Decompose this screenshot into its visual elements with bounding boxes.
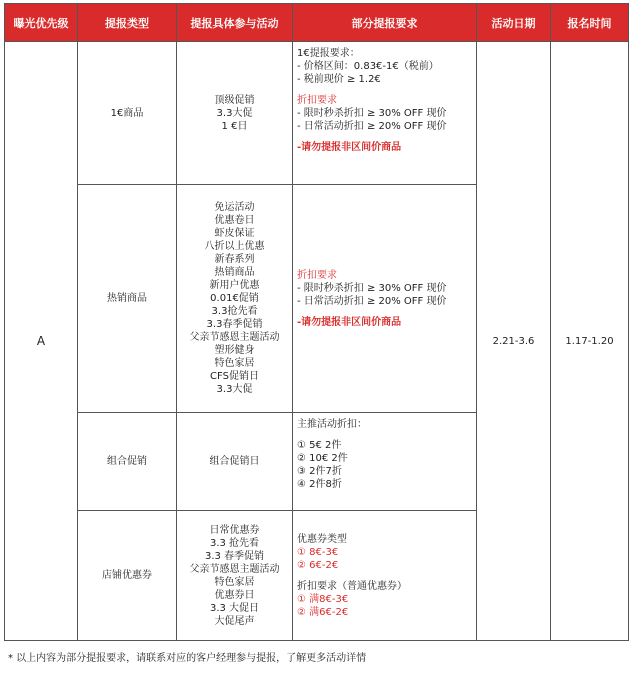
coupon-type-line: ① 8€-3€	[297, 546, 339, 558]
activity-item: 塑形健身	[214, 345, 255, 356]
activity-date-cell: 2.21-3.6	[477, 42, 551, 641]
activity-item: 特色家居	[214, 576, 255, 588]
activity-item: 优惠卷日	[214, 215, 255, 226]
req-title-2: 折扣要求（普通优惠券）	[297, 580, 407, 592]
activity-item: 3.3大促	[216, 384, 253, 395]
discount-line: - 限时秒杀折扣 ≥ 30% OFF 现价	[297, 282, 447, 294]
warning-text: -请勿提报非区间价商品	[297, 142, 402, 153]
requirements-cell	[293, 511, 477, 641]
type-cell: 组合促销	[78, 413, 177, 511]
activity-item: 免运活动	[214, 202, 255, 213]
activity-item: 虾皮保证	[214, 228, 255, 239]
header-activities: 提报具体参与活动	[177, 4, 293, 42]
priority-cell: A	[5, 42, 78, 641]
discount-line: - 日常活动折扣 ≥ 20% OFF 现价	[297, 295, 447, 307]
activity-item: 优惠券日	[214, 589, 255, 601]
req-title: 优惠券类型	[297, 533, 347, 545]
activity-item: 新春系列	[214, 254, 255, 265]
activity-item: 0.01€促销	[210, 293, 259, 304]
activity-item: 热销商品	[214, 267, 255, 278]
activity-item: 顶级促销	[214, 94, 255, 106]
activity-item: 八折以上优惠	[204, 241, 265, 252]
activity-item: 父亲节感恩主题活动	[189, 332, 280, 343]
activity-item: 3.3 春季促销	[204, 550, 265, 562]
req-line: - 价格区间：0.83€-1€（税前）	[297, 61, 439, 72]
requirements-cell	[293, 185, 477, 413]
requirements-cell	[293, 42, 477, 185]
type-cell: 1€商品	[78, 42, 177, 185]
req-line: - 税前现价 ≥ 1.2€	[297, 74, 381, 85]
warning-text: -请勿提报非区间价商品	[297, 316, 402, 328]
header-row	[5, 4, 629, 42]
type-cell: 店铺优惠券	[78, 511, 177, 641]
discount-title: 折扣要求	[297, 269, 337, 281]
req-line: ② 10€ 2件	[297, 453, 348, 464]
req-line: ④ 2件8折	[297, 479, 342, 490]
signup-time-cell: 1.17-1.20	[551, 42, 629, 641]
activity-table	[4, 3, 629, 641]
activities-cell	[177, 413, 293, 511]
table-row	[5, 42, 629, 185]
activity-item: 新用户优惠	[209, 280, 260, 291]
discount-line: - 限时秒杀折扣 ≥ 30% OFF 现价	[297, 108, 447, 119]
discount-line: - 日常活动折扣 ≥ 20% OFF 现价	[297, 121, 447, 132]
activities-cell	[177, 42, 293, 185]
req-line: ① 5€ 2件	[297, 440, 342, 451]
page	[4, 3, 628, 664]
activity-item: 特色家居	[214, 358, 255, 369]
discount-title: 折扣要求	[297, 95, 337, 106]
activity-item: 3.3 抢先看	[209, 537, 260, 549]
activity-item: CFS促销日	[210, 371, 259, 382]
req-title: 1€提报要求：	[297, 48, 360, 59]
activity-item: 3.3春季促销	[206, 319, 263, 330]
coupon-type-line: ② 6€-2€	[297, 559, 339, 571]
req-title: 主推活动折扣：	[297, 419, 367, 430]
activity-item: 3.3抢先看	[211, 306, 258, 317]
activity-item: 3.3 大促日	[209, 602, 260, 614]
activity-item: 3.3大促	[216, 107, 253, 119]
header-type: 提报类型	[78, 4, 177, 42]
header-activity-date: 活动日期	[477, 4, 551, 42]
activity-item: 大促尾声	[214, 615, 255, 627]
header-requirements: 部分提报要求	[293, 4, 477, 42]
activities-cell	[177, 511, 293, 641]
activities-cell	[177, 185, 293, 413]
footnote: * 以上内容为部分提报要求，请联系对应的客户经理参与提报，了解更多活动详情	[8, 653, 367, 664]
req-line: ③ 2件7折	[297, 466, 342, 477]
activity-item: 1 €日	[221, 120, 248, 132]
coupon-discount-line: ② 满6€-2€	[297, 606, 349, 618]
activity-item: 日常优惠券	[209, 524, 260, 536]
type-cell: 热销商品	[78, 185, 177, 413]
header-priority: 曝光优先级	[5, 4, 78, 42]
activity-item: 组合促销日	[209, 456, 260, 467]
requirements-cell	[293, 413, 477, 511]
coupon-discount-line: ① 满8€-3€	[297, 593, 349, 605]
header-signup-time: 报名时间	[551, 4, 629, 42]
activity-item: 父亲节感恩主题活动	[189, 563, 280, 575]
